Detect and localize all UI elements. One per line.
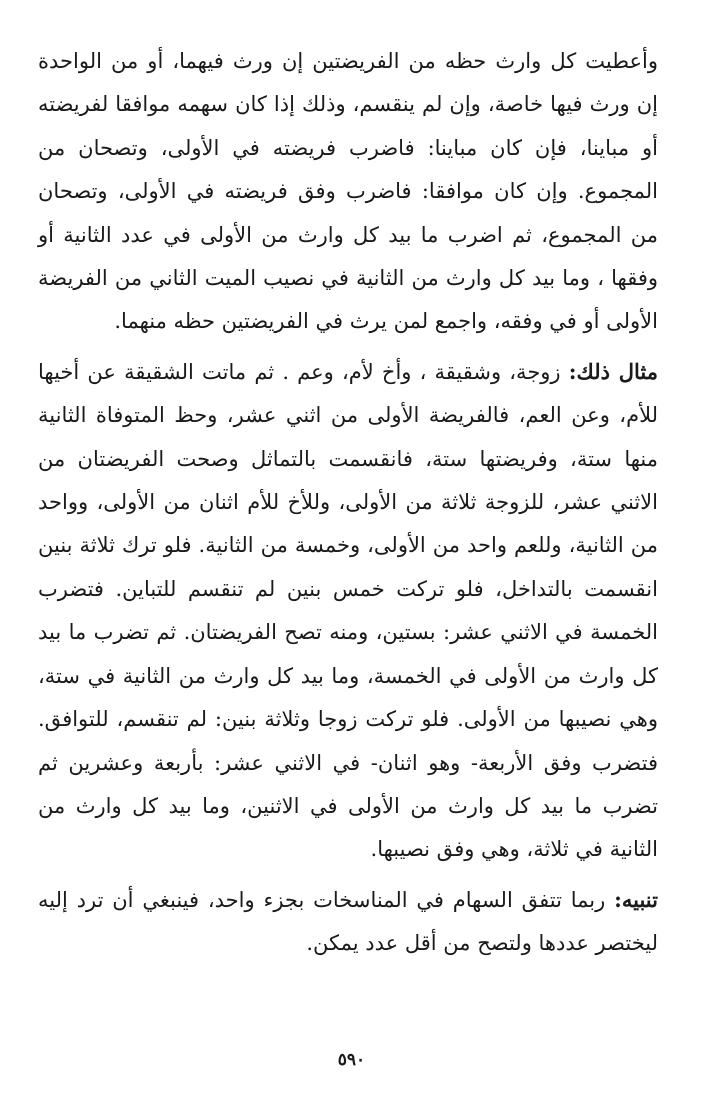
body-text [38,40,658,966]
paragraph-text: زوجة، وشقيقة ، وأخ لأم، وعم . ثم ماتت الشقيقة عن أخيها للأم، وعن العم، فالفريضة الأولى من اثني عشر، وحظ المتوفاة الثانية منها ستة، وفريضتها ستة، فانقسمت بالتماثل وصحت الفريضتان من الاثني عشر، للزوجة ثلاثة من الأولى، وللأخ للأم اثنان من الأولى، وواحد من الثانية، وللعم واحد من الأولى، وخمسة من الثانية. فلو ترك ثلاثة بنين انقسمت بالتداخل، فلو تركت خمس بنين لم تنقسم للتباين. فتضرب الخمسة في الاثني عشر: بستين، ومنه تصح الفريضتان. ثم تضرب ما بيد كل وارث من الأولى في الخمسة، وما بيد كل وارث من الثانية في ستة، وهي نصيبها من الأولى. فلو تركت زوجا وثلاثة بنين: لم تنقسم، للتوافق. فتضرب وفق الأربعة- وهو اثنان- في الاثني عشر: بأربعة وعشرين ثم تضرب ما بيد كل وارث من الأولى في الاثنين، وما بيد كل وارث من الثانية في ثلاثة، وهي وفق نصيبها. [38,359,658,862]
paragraph-note [38,878,658,966]
paragraph-intro [38,40,658,344]
note-heading: تنبيه: [614,886,658,912]
paragraph-example [38,350,658,872]
paragraph-text: وأعطيت كل وارث حظه من الفريضتين إن ورث فيهما، أو من الواحدة إن ورث فيها خاصة، وإن لم ينقسم، وذلك إذا كان سهمه موافقا لفريضته أو مباينا، فإن كان مباينا: فاضرب فريضته في الأولى، وتصحان من المجموع. وإن كان موافقا: فاضرب وفق فريضته في الأولى، وتصحان من المجموع، ثم اضرب ما بيد كل وارث من الأولى في عدد الثانية أو وفقها ، وما بيد كل وارث من الثانية في نصيب الميت الثاني من الفريضة الأولى أو في وفقه، واجمع لمن يرث في الفريضتين حظه منهما. [38,49,658,334]
paragraph-text: ربما تتفق السهام في المناسخات بجزء واحد، فينبغي أن ترد إليه ليختصر عددها ولتصح من أقل عدد يمكن. [38,887,658,956]
example-heading: مثال ذلك: [568,358,658,384]
page-number: ٥٩٠ [337,1050,366,1070]
